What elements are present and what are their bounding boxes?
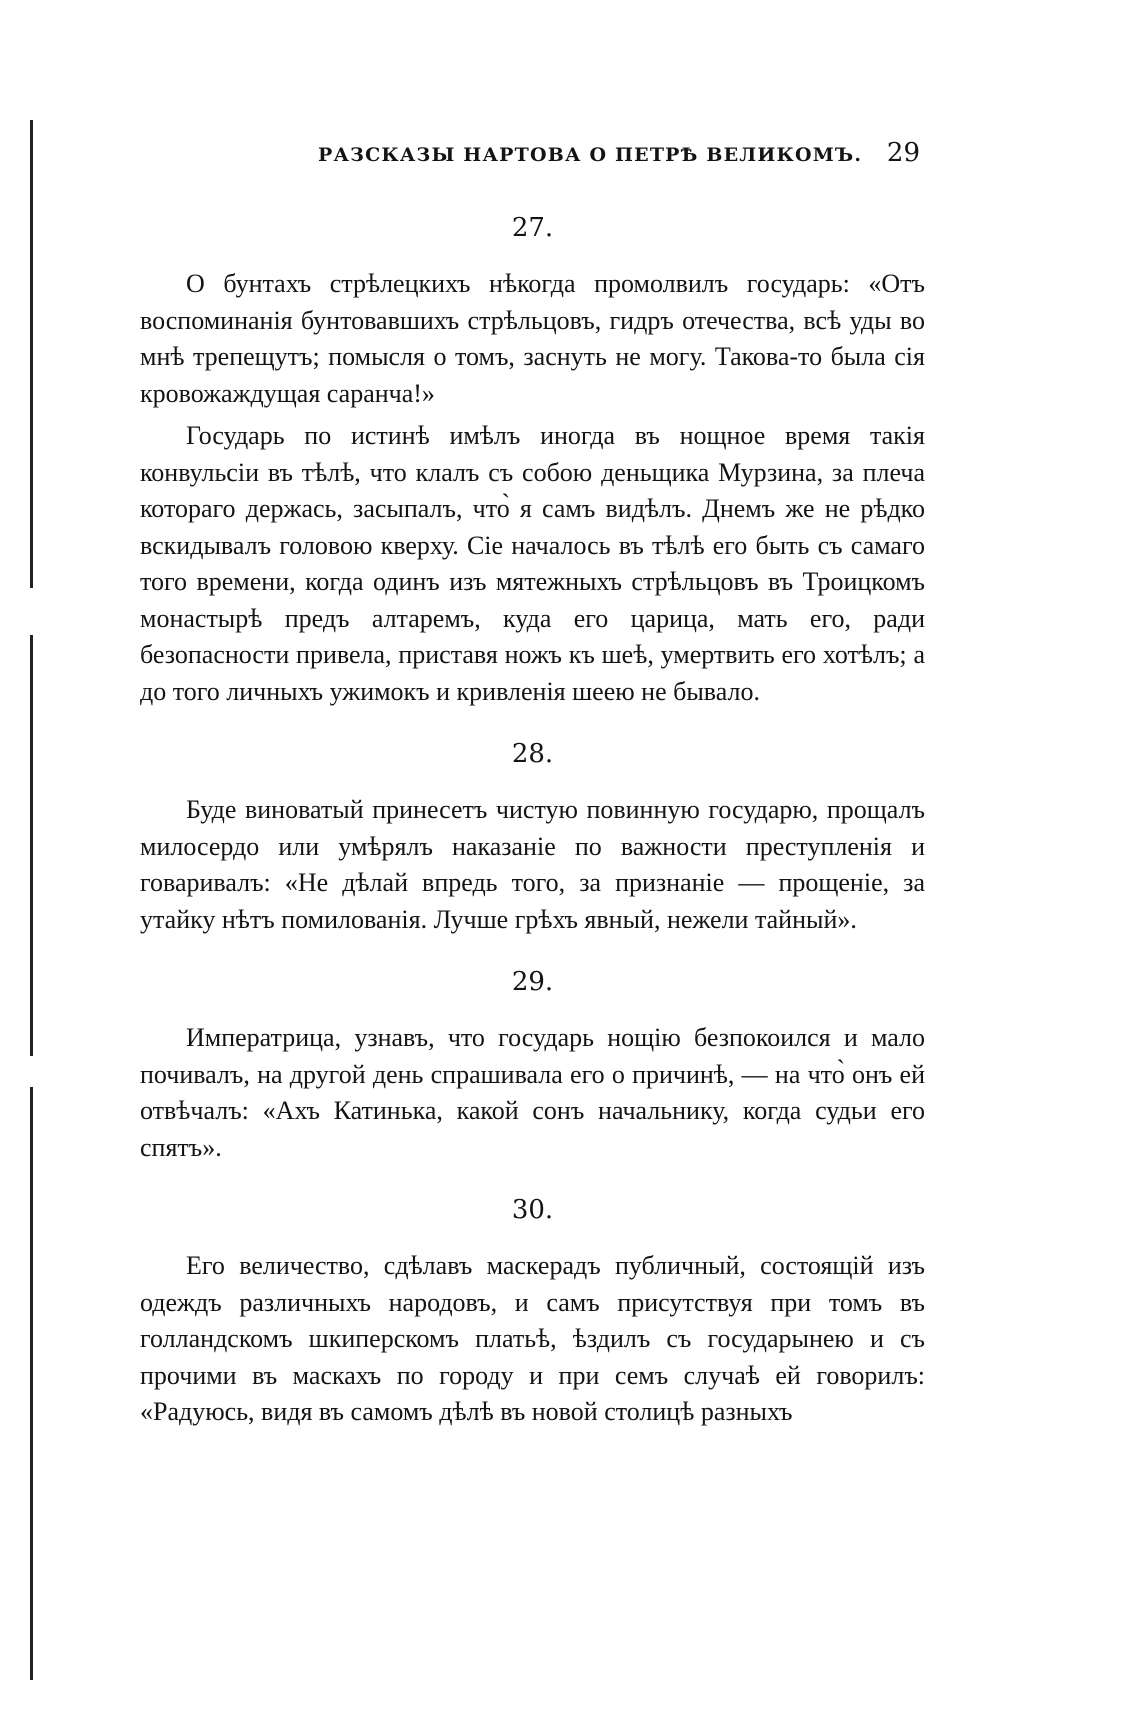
section-gap — [140, 938, 925, 964]
section-27-paragraph-2: Государь по истинѣ имѣлъ иногда въ нощное время такія конвульсіи въ тѣлѣ, что клалъ съ собою деньщика Мурзина, за плеча котораго держась, засыпалъ, что̀ я самъ видѣлъ. Днемъ же не рѣдко вскидывалъ головою кверху. Сіе началось въ тѣлѣ его быть съ самаго того времени, когда одинъ изъ мятежныхъ стрѣльцовъ въ Троицкомъ монастырѣ предъ алтаремъ, куда его царица, мать его, ради безопасности привела, приставя ножъ къ шеѣ, умертвить его хотѣлъ; а до того личныхъ ужимокъ и кривленія шеею не бывало. — [140, 421, 925, 706]
section-number-29: 29. — [511, 967, 554, 997]
section-27-paragraph-1: О бунтахъ стрѣлецкихъ нѣкогда промолвилъ государь: «Отъ воспоминанія бунтовавшихъ стрѣльцовъ, гидръ отечества, всѣ уды во мнѣ трепещутъ; помысля о томъ, заснуть не могу. Такова-то была сія кровожаждущая саранча!» — [140, 269, 925, 408]
section-number-27: 27. — [511, 213, 554, 243]
running-header — [170, 138, 920, 178]
section-30-paragraph-1: Его величество, сдѣлавъ маскерадъ публичный, состоящій изъ одеждъ различныхъ народовъ, и самъ присутствуя при томъ въ голландскомъ шкиперскомъ платьѣ, ѣздилъ съ государынею и съ прочими въ маскахъ по городу и при семъ случаѣ ей говорилъ: «Радуюсь, видя въ самомъ дѣлѣ въ новой столицѣ разныхъ — [140, 1251, 925, 1426]
section-number-30: 30. — [511, 1195, 554, 1225]
section-gap — [140, 1166, 925, 1192]
section-number-28: 28. — [511, 739, 554, 769]
page-number: 29 — [886, 138, 920, 168]
section-gap — [140, 710, 925, 736]
section-28-paragraph-1: Буде виноватый принесетъ чистую повинную государю, прощалъ милосердо или умѣрялъ наказаніе по важности преступленія и говаривалъ: «Не дѣлай впредь того, за признаніе — прощеніе, за утайку нѣтъ помилованія. Лучше грѣхъ явный, нежели тайный». — [140, 795, 925, 934]
page-body — [140, 210, 925, 1431]
scan-margin-line — [30, 120, 33, 1680]
section-29-paragraph-1: Императрица, узнавъ, что государь нощію безпокоился и мало почивалъ, на другой день спрашивала его о причинѣ, — на что̀ онъ ей отвѣчалъ: «Ахъ Катинька, какой сонъ начальнику, когда судьи его спятъ». — [140, 1023, 925, 1162]
running-title: РАЗСКАЗЫ НАРТОВА О ПЕТРѢ ВЕЛИКОМЪ. — [318, 144, 863, 166]
